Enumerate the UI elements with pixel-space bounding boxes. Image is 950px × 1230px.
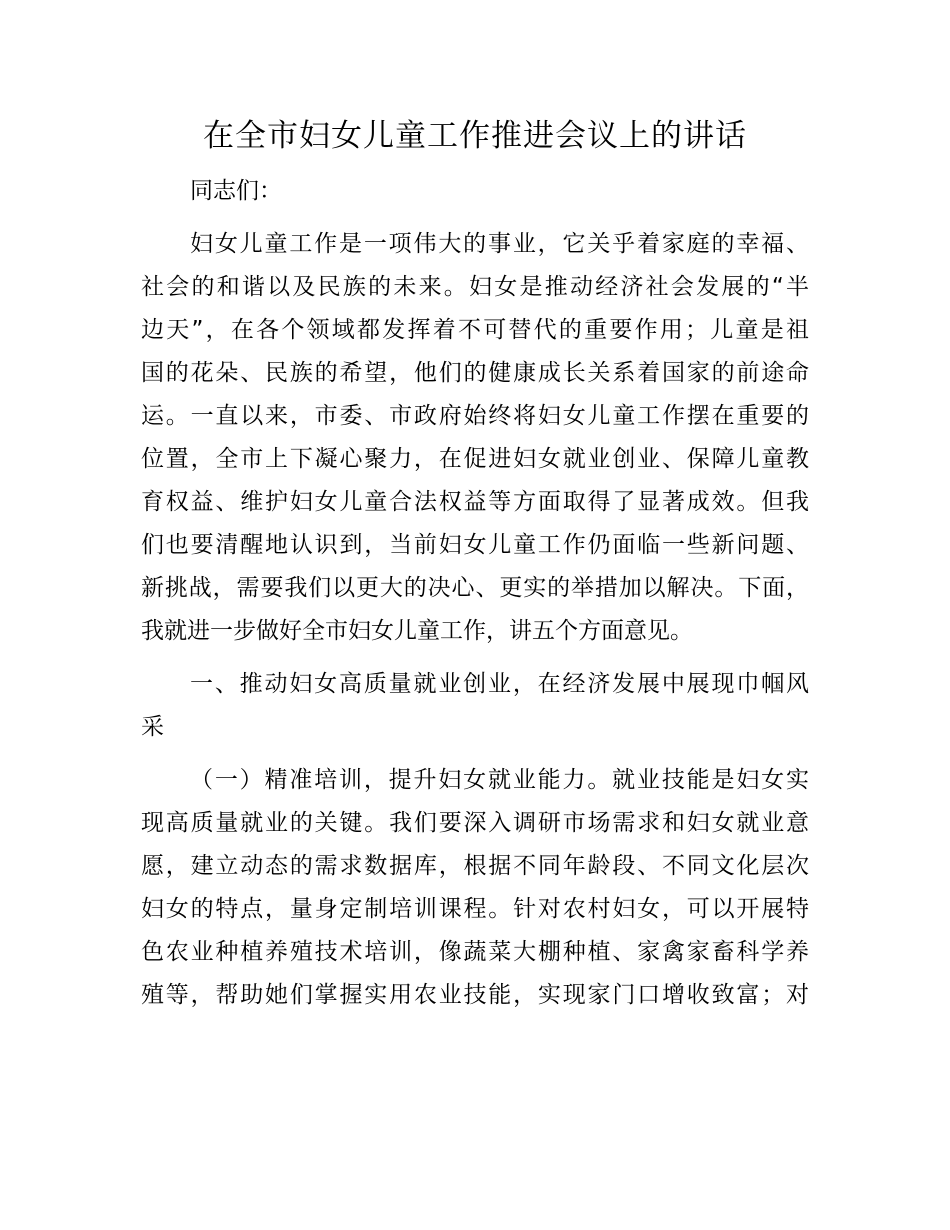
- paragraph-line: 运。一直以来，市委、市政府始终将妇女儿童工作摆在重要的: [141, 403, 809, 429]
- document-title: 在全市妇女儿童工作推进会议上的讲话: [203, 118, 747, 154]
- paragraph-line: 妇女的特点，量身定制培训课程。针对农村妇女，可以开展特: [141, 896, 809, 922]
- paragraph-line: 新挑战，需要我们以更大的决心、更实的举措加以解决。下面，: [141, 575, 809, 601]
- paragraph-line: （一）精准培训，提升妇女就业能力。就业技能是妇女实: [190, 767, 809, 793]
- paragraph-line: 位置，全市上下凝心聚力，在促进妇女就业创业、保障儿童教: [141, 446, 809, 472]
- paragraph-line: 现高质量就业的关键。我们要深入调研市场需求和妇女就业意: [141, 810, 809, 836]
- paragraph-line: 育权益、维护妇女儿童合法权益等方面取得了显著成效。但我: [141, 489, 809, 515]
- salutation: 同志们：: [190, 178, 282, 204]
- section-heading: 一、推动妇女高质量就业创业，在经济发展中展现巾帼风: [190, 671, 809, 697]
- paragraph-line: 国的花朵、民族的希望，他们的健康成长关系着国家的前途命: [141, 360, 809, 386]
- paragraph-line: 们也要清醒地认识到，当前妇女儿童工作仍面临一些新问题、: [141, 532, 809, 558]
- paragraph-line: 边天”，在各个领域都发挥着不可替代的重要作用；儿童是祖: [141, 317, 809, 343]
- paragraph-line: 殖等，帮助她们掌握实用农业技能，实现家门口增收致富；对: [141, 982, 809, 1008]
- section-heading: 采: [141, 714, 164, 740]
- paragraph-line: 愿，建立动态的需求数据库，根据不同年龄段、不同文化层次: [141, 853, 809, 879]
- paragraph-line: 妇女儿童工作是一项伟大的事业，它关乎着家庭的幸福、: [190, 231, 809, 257]
- paragraph-line: 色农业种植养殖技术培训，像蔬菜大棚种植、家禽家畜科学养: [141, 939, 809, 965]
- paragraph-line: 社会的和谐以及民族的未来。妇女是推动经济社会发展的“半: [141, 274, 809, 300]
- paragraph-line: 我就进一步做好全市妇女儿童工作，讲五个方面意见。: [141, 618, 693, 644]
